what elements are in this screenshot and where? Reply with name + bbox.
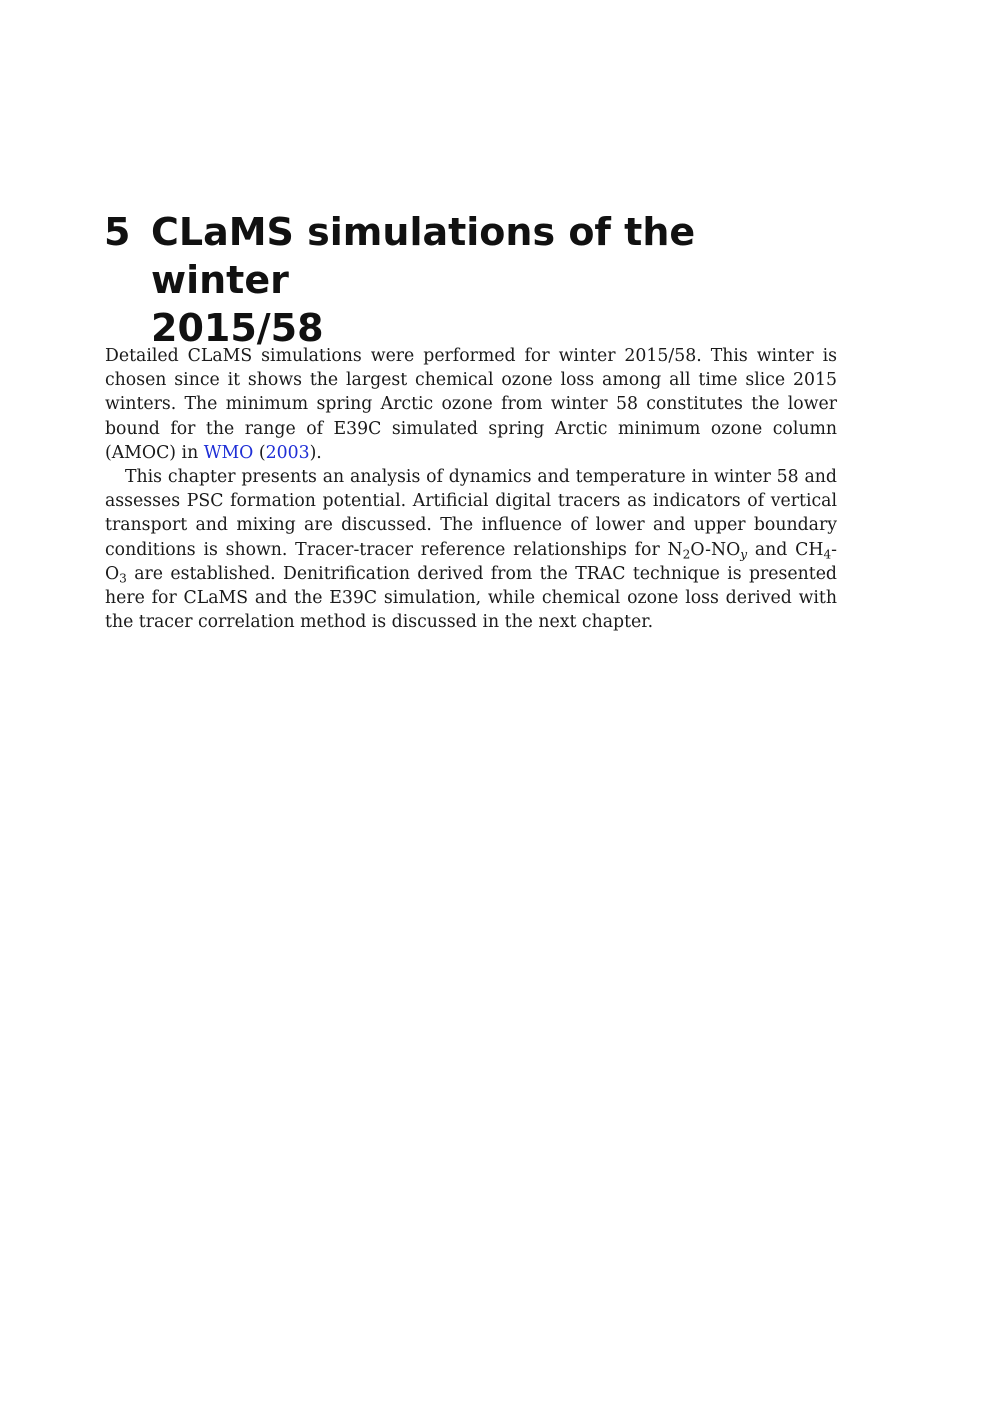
noy-subscript-letter: y: [740, 547, 748, 562]
chapter-number: 5: [104, 210, 131, 254]
citation-open-paren: (: [253, 442, 266, 463]
overview-text-b: O-NO: [690, 539, 741, 560]
intro-paragraph: [105, 344, 837, 465]
chapter-title-line-1: CLaMS simulations of the winter: [151, 210, 696, 302]
overview-text-c: and CH: [747, 539, 824, 560]
overview-text-e: are established. Denitrification derived from the TRAC technique is presented here for CLaMS and the E39C simulation, while chemical ozone loss derived with the tracer correlation method is discussed in the next chapter.: [105, 563, 837, 633]
chapter-body: [105, 344, 837, 634]
citation-close-paren: ).: [309, 442, 322, 463]
overview-text-d: -O: [105, 539, 837, 584]
overview-paragraph: [105, 465, 837, 634]
citation-author-link[interactable]: WMO: [203, 442, 254, 463]
n2o-subscript: 2: [682, 547, 691, 562]
overview-text-a: This chapter presents an analysis of dynamics and temperature in winter 58 and assesses PSC formation potential. Artificial digital tracers as indicators of vertical transport and mixing are discussed. The influence of lower and upper boundary conditions is shown. Tracer-tracer reference relationships for N: [105, 467, 837, 560]
chapter-title-line-2: 2015/58: [151, 306, 324, 350]
chapter-heading: [104, 208, 844, 352]
chapter-title: [151, 208, 844, 352]
ch4-subscript: 4: [823, 547, 832, 562]
intro-paragraph-text: Detailed CLaMS simulations were performed for winter 2015/58. This winter is chosen since it shows the largest chemical ozone loss among all time slice 2015 winters. The minimum spring Arctic ozone from winter 58 constitutes the lower bound for the range of E39C simulated spring Arctic minimum ozone column (AMOC) in: [105, 346, 837, 463]
citation-year-link[interactable]: 2003: [265, 442, 310, 463]
o3-subscript: 3: [119, 571, 127, 586]
